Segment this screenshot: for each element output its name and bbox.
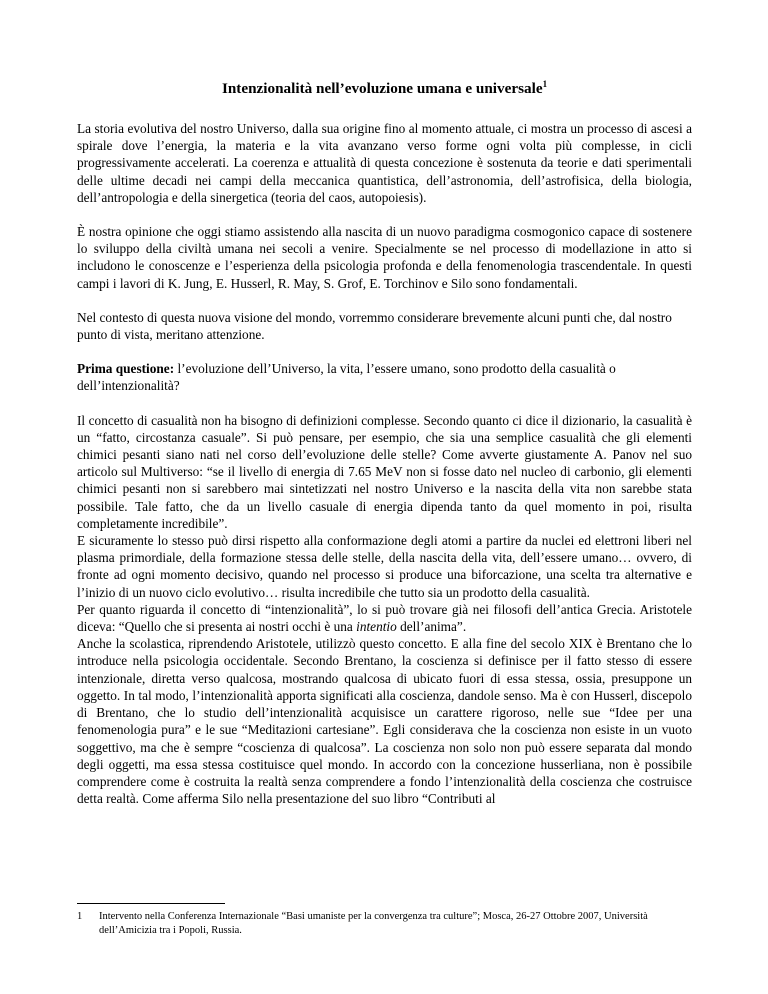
paragraph-7-end: dell’anima”. <box>396 619 467 635</box>
document-page <box>77 80 692 807</box>
paragraph-8: Anche la scolastica, riprendendo Aristotele, utilizzò questo concetto. E alla fine del secolo XIX è Brentano che lo introduce nella psicologia occidentale. Secondo Brentano, la coscienza si definisce per il fatto stesso di essere intenzionale, diretta verso qualcosa, mostrando qualcosa di ubicato fuori di essa stessa, ossia, presuppone un oggetto. In tal modo, l’intenzionalità apporta significati alla coscienza, dandole senso. Ma è con Husserl, discepolo di Brentano, che lo studio dell’intenzionalità acquisisce un carattere rigoroso, nelle sue “Idee per una fenomenologia pura” e le sue “Meditazioni cartesiane”. Egli considerava che la coscienza non esiste in un vuoto soggettivo, ma che è sempre “coscienza di qualcosa”. La coscienza non solo non può essere separata dal mondo degli oggetti, ma essa stessa costituisce quel mondo. In accordo con la concezione husserliana, non è possibile comprendere come è costruita la realtà senza comprendere a fondo l’intenzionalità della coscienza che costruisce detta realtà. Come afferma Silo nella presentazione del suo libro “Contributi al <box>77 636 692 807</box>
paragraph-7 <box>77 601 692 635</box>
document-title <box>77 80 692 98</box>
paragraph-1: La storia evolutiva del nostro Universo, dalla sua origine fino al momento attuale, ci mostra un processo di ascesi a spirale dove l’energia, la materia e la vita avanzano verso forme ogni volta più complesse, in cicli progressivamente accelerati. La coerenza e attualità di questa concezione è sostenuta da teorie e dati sperimentali delle ultime decadi nei campi della meccanica quantistica, dell’astronomia, dell’astrofisica, della biologia, dell’antropologia e della sinergetica (teoria del caos, autopoiesis). <box>77 121 692 205</box>
question-label: Prima questione: <box>77 361 175 377</box>
paragraph-question <box>77 360 692 394</box>
title-footnote-ref: 1 <box>542 78 548 89</box>
paragraph-5: Il concetto di casualità non ha bisogno di definizioni complesse. Secondo quanto ci dice il dizionario, la casualità è un “fatto, circostanza casuale”. Si può pensare, per esempio, che sia una semplice casualità che gli elementi chimici pesanti siano nati nel corso dell’evoluzione delle stelle? Come avverte giustamente A. Panov nel suo articolo sul Multiverso: “se il livello di energia di 7.65 MeV non si fosse dato nel nucleo di carbonio, gli elementi chimici pesanti non si sarebbero mai sintetizzati nel nostro Universo e la nascita della vita non sarebbe stata possibile. Tale fatto, che da un livello casuale di energia dipenda tanto da quel momento in poi, risulta completamente incredibile”. <box>77 412 692 531</box>
title-text: Intenzionalità nell’evoluzione umana e universale <box>221 80 543 97</box>
paragraph-6: E sicuramente lo stesso può dirsi rispetto alla conformazione degli atomi a partire da nuclei ed elettroni liberi nel plasma primordiale, della formazione stessa delle stelle, della nascita della vita, dell’essere umano… ovvero, di fronte ad ogni momento decisivo, quando nel processo si produce una biforcazione, una scelta tra alternative e l’inizio di un nuovo ciclo evolutivo… risulta incredibile che tutto sia un prodotto della casualità. <box>77 533 692 600</box>
footnote-number: 1 <box>77 911 83 922</box>
paragraph-2: È nostra opinione che oggi stiamo assistendo alla nascita di un nuovo paradigma cosmogonico capace di sostenere lo sviluppo della civiltà umana nei secoli a venire. Specialmente se nel processo di modellazione in atto si includono le conoscenze e l’esperienza della psicologia profonda e della fenomenologia trascendentale. In questi campi i lavori di K. Jung, E. Husserl, R. May, S. Grof, E. Torchinov e Silo sono fondamentali. <box>77 224 692 291</box>
paragraph-7-italic: intentio <box>356 619 397 635</box>
question-text: l’evoluzione dell’Universo, la vita, l’essere umano, sono prodotto della casualità o dell’intenzionalità? <box>77 361 616 394</box>
footnote-text: Intervento nella Conferenza Internazionale “Basi umaniste per la convergenza tra culture”; Mosca, 26-27 Ottobre 2007, Università dell’Amicizia tra i Popoli, Russia. <box>99 911 648 936</box>
paragraph-7-text: Per quanto riguarda il concetto di “intenzionalità”, lo si può trovare già nei filosofi dell’antica Grecia. Aristotele diceva: “Quello che si presenta ai nostri occhi è una <box>77 601 692 635</box>
paragraph-3: Nel contesto di questa nuova visione del mondo, vorremmo considerare brevemente alcuni punti che, dal nostro punto di vista, meritano attenzione. <box>77 309 672 343</box>
footnote-divider <box>77 903 225 904</box>
footnote <box>77 910 692 937</box>
